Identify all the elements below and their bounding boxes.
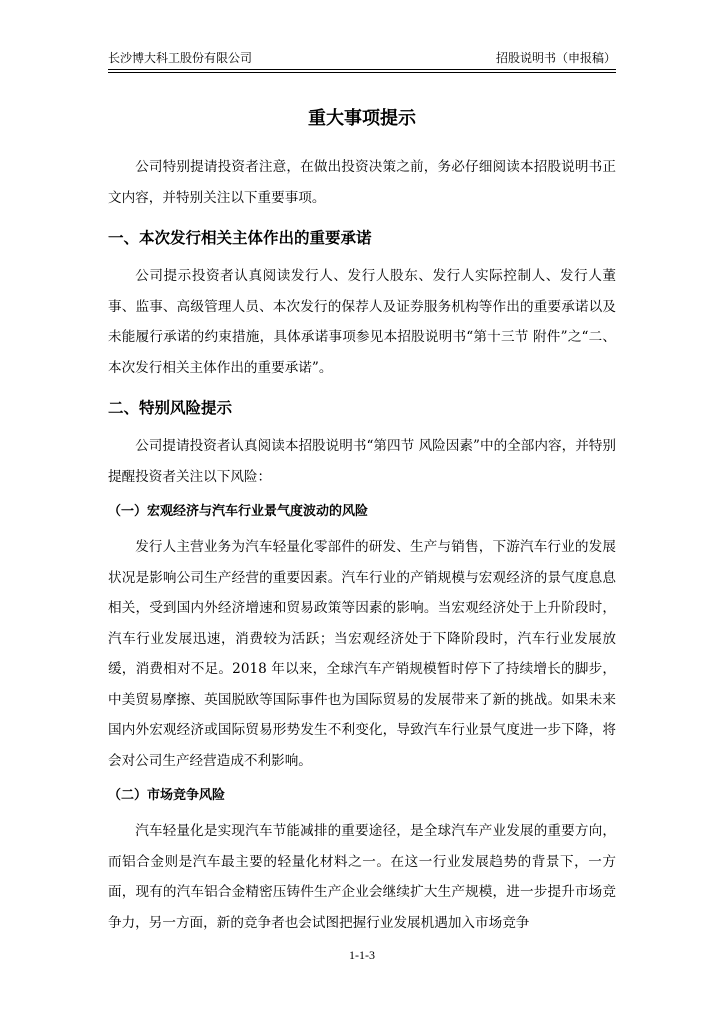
page-title: 重大事项提示 bbox=[308, 108, 416, 129]
page-number: 1-1-3 bbox=[349, 948, 375, 962]
section-heading-risk: 二、特别风险提示 bbox=[108, 399, 233, 417]
header-divider bbox=[108, 69, 616, 70]
header-company-name: 长沙博大科工股份有限公司 bbox=[108, 51, 253, 65]
header-document-type: 招股说明书（申报稿） bbox=[495, 51, 616, 65]
commitments-paragraph: 公司提示投资者认真阅读发行人、发行人股东、发行人实际控制人、发行人董事、监事、高级管理人员、本次发行的保荐人及证券服务机构等作出的重要承诺以及未能履行承诺的约束措施，具体承诺事项参见本招股说明书“第十三节 附件”之“二、本次发行相关主体作出的重要承诺”。 bbox=[108, 268, 616, 376]
page-header bbox=[108, 48, 616, 68]
subsection-heading-competition-risk: （二）市场竞争风险 bbox=[108, 788, 226, 803]
macro-risk-paragraph: 发行人主营业务为汽车轻量化零部件的研发、生产与销售，下游汽车行业的发展状况是影响公司生产经营的重要因素。汽车行业的产销规模与宏观经济的景气度息息相关，受到国内外经济增速和贸易政策等因素的影响。当宏观经济处于上升阶段时，汽车行业发展迅速，消费较为活跃；当宏观经济处于下降阶段时，汽车行业发展放缓，消费相对不足。2018 年以来，全球汽车产销规模暂时停下了持续增长的脚步，中美贸易摩擦、英国脱欧等国际事件也为国际贸易的发展带来了新的挑战。如果未来国内外宏观经济或国际贸易形势发生不利变化，导致汽车行业景气度进一步下降，将会对公司生产经营造成不利影响。 bbox=[108, 539, 616, 769]
header-divider-thin bbox=[108, 72, 616, 73]
page-content bbox=[108, 100, 616, 938]
risk-intro-paragraph: 公司提请投资者认真阅读本招股说明书“第四节 风险因素”中的全部内容，并特别提醒投资者关注以下风险： bbox=[108, 438, 616, 485]
subsection-heading-macro-risk: （一）宏观经济与汽车行业景气度波动的风险 bbox=[108, 504, 369, 519]
intro-paragraph: 公司特别提请投资者注意，在做出投资决策之前，务必仔细阅读本招股说明书正文内容，并特别关注以下重要事项。 bbox=[108, 159, 616, 206]
section-heading-commitments: 一、本次发行相关主体作出的重要承诺 bbox=[108, 229, 372, 247]
competition-risk-paragraph: 汽车轻量化是实现汽车节能减排的重要途径，是全球汽车产业发展的重要方向，而铝合金则是汽车最主要的轻量化材料之一。在这一行业发展趋势的背景下，一方面，现有的汽车铝合金精密压铸件生产企业会继续扩大生产规模，进一步提升市场竞争力，另一方面，新的竞争者也会试图把握行业发展机遇加入市场竞争 bbox=[108, 823, 616, 931]
